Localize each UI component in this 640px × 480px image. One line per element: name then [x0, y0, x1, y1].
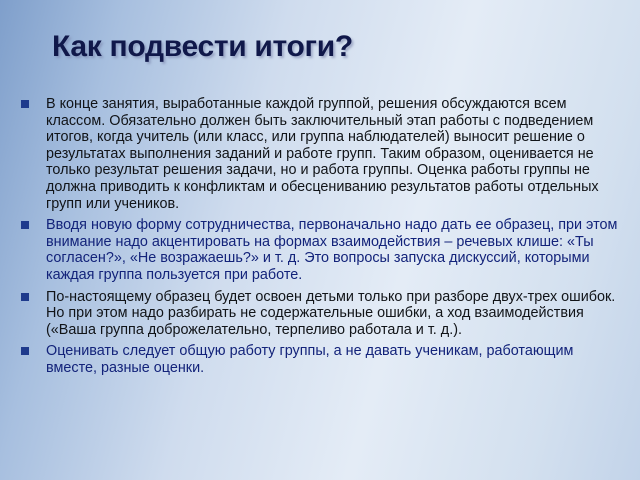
square-bullet-icon [21, 221, 29, 229]
bullet-text: Вводя новую форму сотрудничества, первоначально надо дать ее образец, при этом внимание надо акцентировать на формах взаимодействия – речевых клише: «Ты согласен?», «Не возражаешь?» и т. д. Это вопросы запуска дискуссий, которыми каждая группа пользуется при работе. [46, 217, 618, 283]
bullet-text: В конце занятия, выработанные каждой группой, решения обсуждаются всем классом. Обязательно должен быть заключительный этап работы с подведением итогов, когда учитель (или класс, или группа наблюдателей) выносит решение о результатах выполнения заданий и работе групп. Таким образом, оценивается не только результат решения задачи, но и работа группы. Оценка работы группы не должна приводить к конфликтам и обесцениванию результатов работы отдельных групп или учеников. [46, 96, 599, 212]
slide-title: Как подвести итоги? [52, 30, 353, 63]
bullet-text: Оценивать следует общую работу группы, а не давать ученикам, работающим вместе, разные оценки. [46, 343, 574, 376]
square-bullet-icon [21, 293, 29, 301]
square-bullet-icon [21, 100, 29, 108]
bullet-list [0, 96, 640, 382]
bullet-item [0, 289, 640, 339]
bullet-item [0, 217, 640, 283]
bullet-text: По-настоящему образец будет освоен детьми только при разборе двух-трех ошибок. Но при этом надо разбирать не содержательные ошибки, а ход взаимодействия («Ваша группа доброжелательно, терпеливо работала и т. д.). [46, 288, 616, 338]
square-bullet-icon [21, 347, 29, 355]
bullet-item [0, 343, 640, 376]
bullet-item [0, 96, 640, 212]
